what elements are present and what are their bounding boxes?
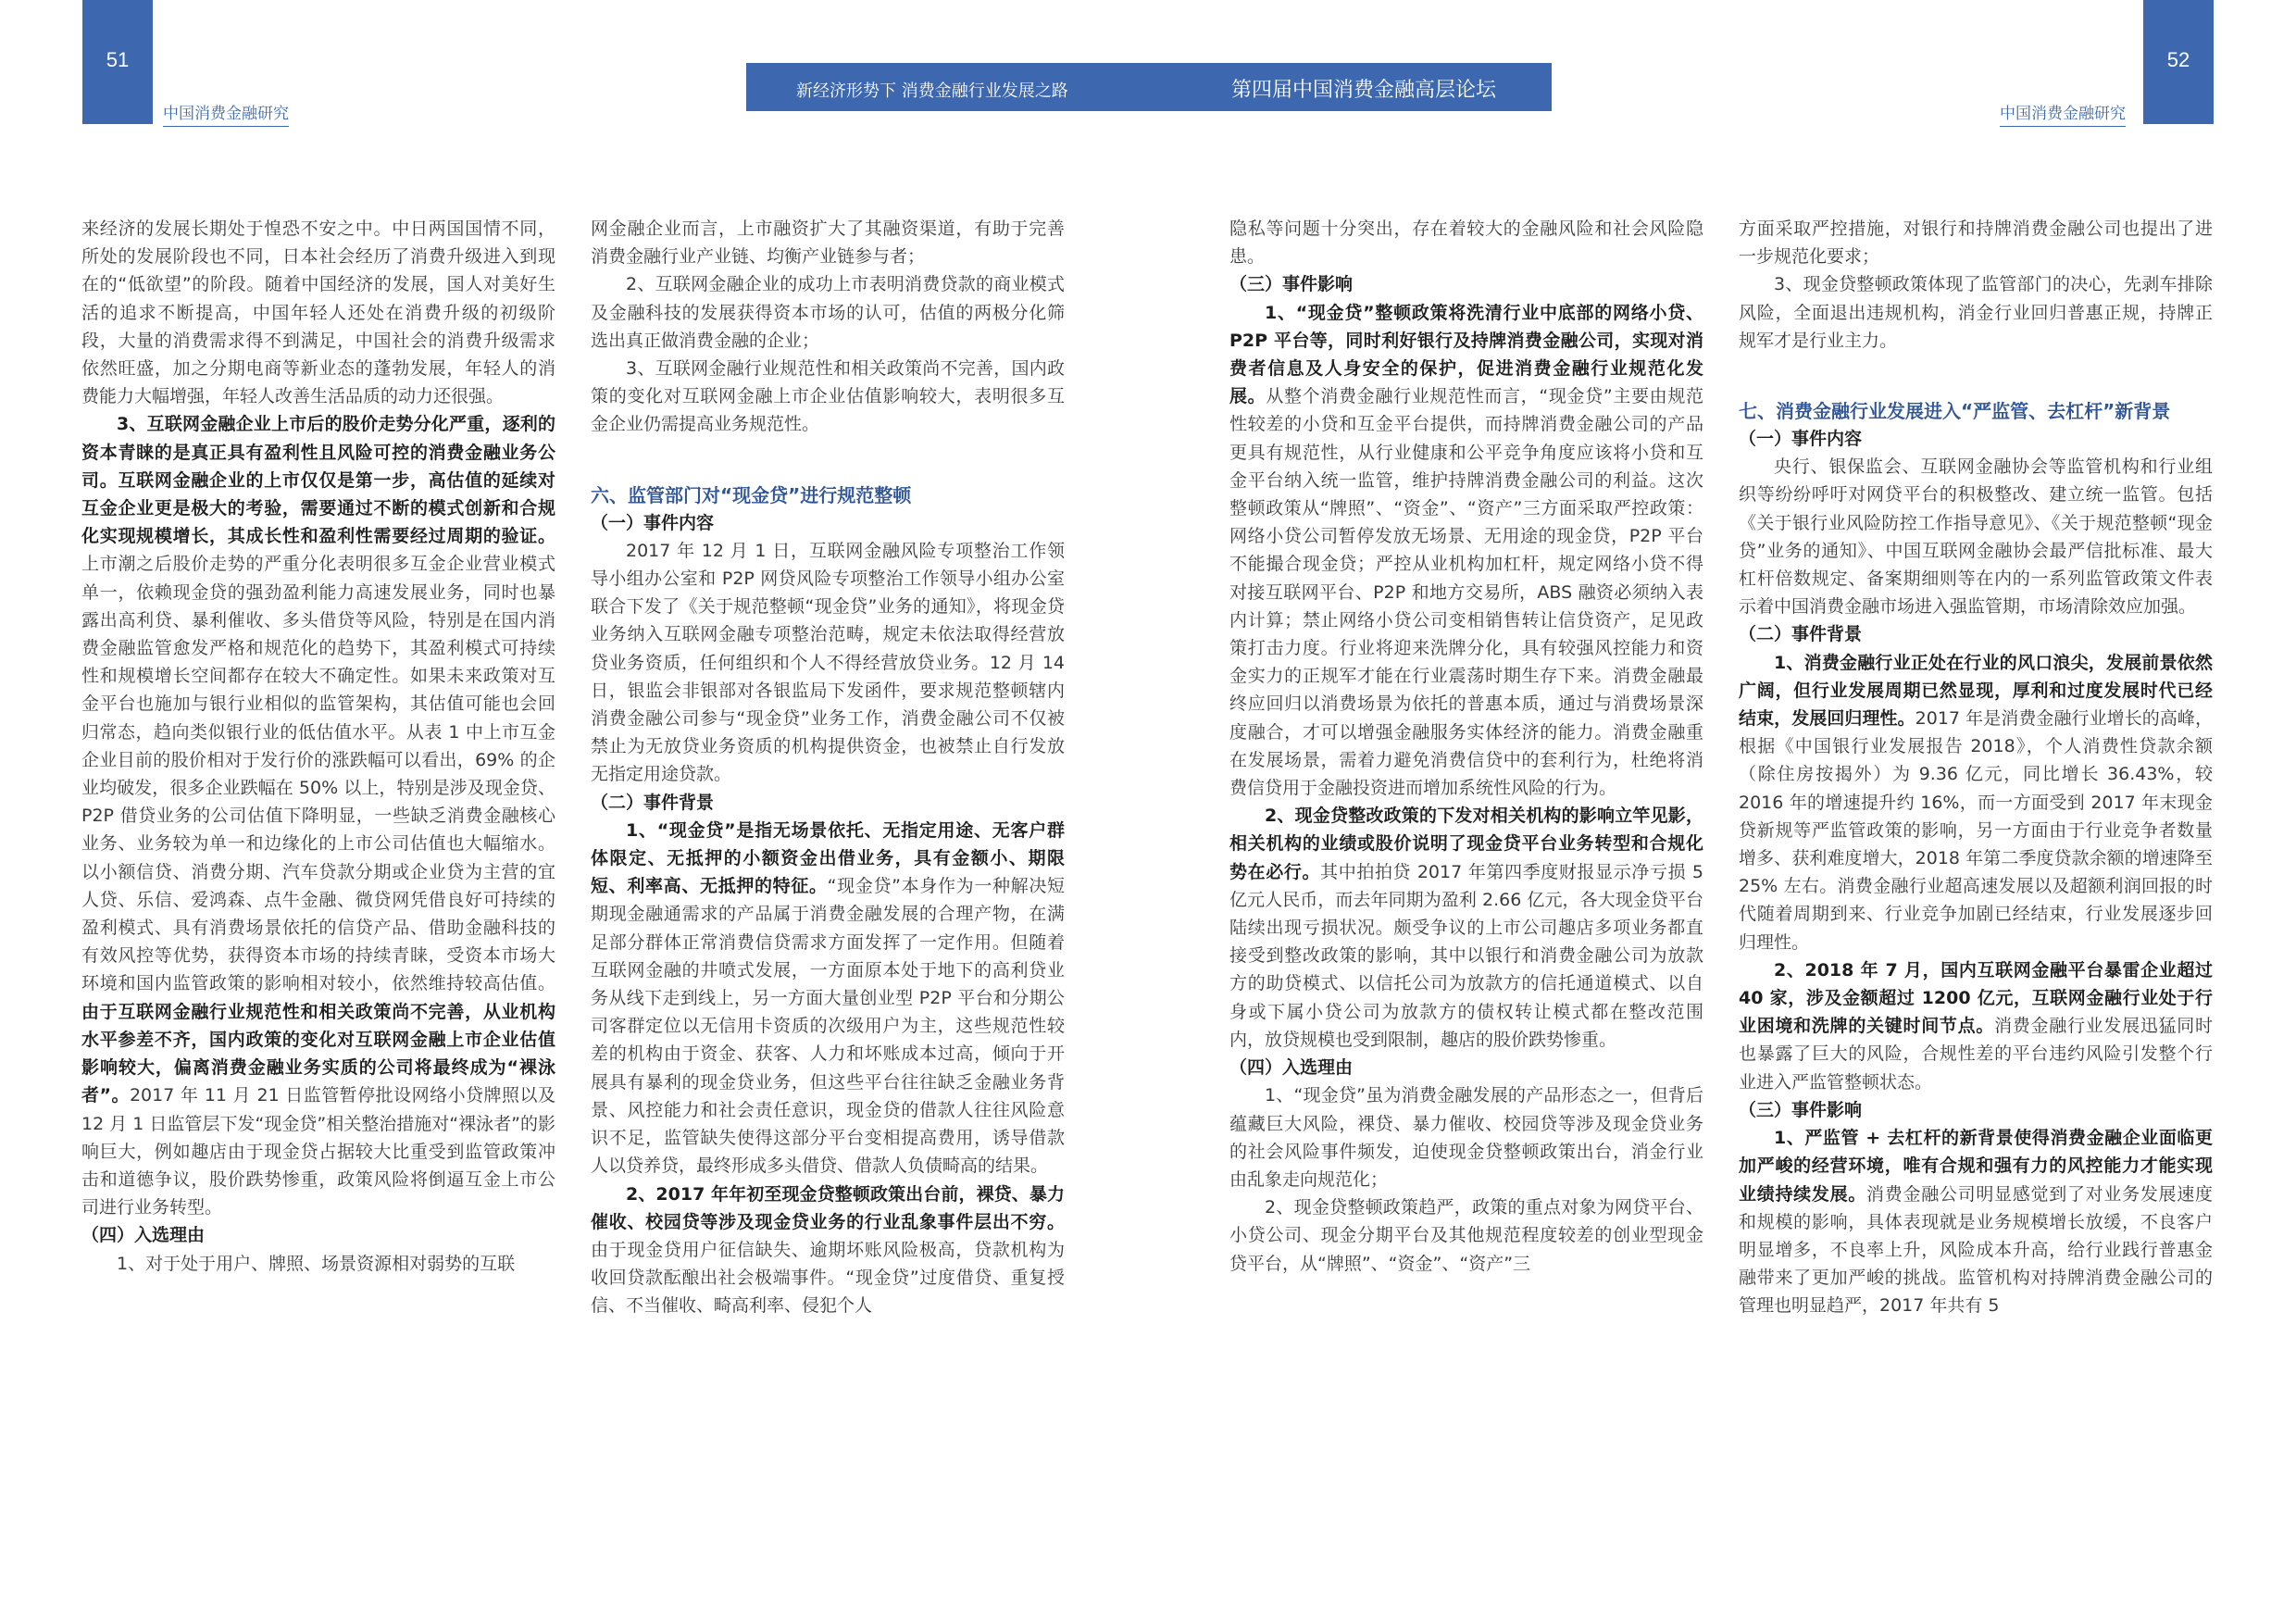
left-page-number-tab: [82, 0, 153, 124]
paragraph: [81, 410, 555, 1221]
banner-subtitle: 新经济形势下 消费金融行业发展之路: [796, 81, 1068, 101]
paragraph: 1、对于处于用户、牌照、场景资源相对弱势的互联: [117, 1253, 516, 1274]
paragraph: 2、现金贷整顿政策趋严，政策的重点对象为网贷平台、小贷公司、现金分期平台及其他规范程度较差的创业型现金贷平台，从“牌照”、“资金”、“资产”三: [1229, 1197, 1703, 1274]
bold-lead: 2、2018 年 7 月，国内互联网金融平台暴雷企业超过 40 家，涉及金额超过 1200 亿元，互联网金融行业处于行业困境和洗牌的关键时间节点。: [1739, 959, 2213, 1037]
right-page-number: 52: [2166, 48, 2190, 71]
subsection-heading: （二）事件背景: [591, 792, 715, 813]
subsection-heading: （二）事件背景: [1739, 624, 1863, 645]
subsection-heading: （三）事件影响: [1739, 1099, 1863, 1120]
bold-lead: 1、“现金贷”整顿政策将洗清行业中底部的网络小贷、P2P 平台等，同时利好银行及持牌消费金融公司，实现对消费者信息及人身安全的保护，促进消费金融行业规范化发展。: [1229, 302, 1703, 407]
paragraph: 隐私等问题十分突出，存在着较大的金融风险和社会风险隐患。: [1229, 219, 1703, 268]
paragraph: 方面采取严控措施，对银行和持牌消费金融公司也提出了进一步规范化要求；: [1739, 219, 2213, 268]
left-page-column-2: [591, 215, 1065, 1320]
paragraph-text: 消费金融公司明显感觉到了对业务发展速度和规模的影响，具体表现就是业务规模增长放缓，不良客户明显增多，不良率上升，风险成本升高，给行业践行普惠金融带来了更加严峻的挑战。监管机构对持牌消费金融公司的管理也明显趋严，2017 年共有 5: [1739, 1183, 2213, 1317]
paragraph: [1229, 299, 1703, 803]
left-page-number: 51: [106, 48, 130, 71]
paragraph: 3、互联网金融行业规范性和相关政策尚不完善，国内政策的变化对互联网金融上市企业估值影响较大，表明很多互金企业仍需提高业务规范性。: [591, 358, 1065, 435]
right-page-number-tab: [2143, 0, 2214, 124]
paragraph-text: 由于现金贷用户征信缺失、逾期坏账风险极高，贷款机构为收回贷款酝酿出社会极端事件。“现金贷”过度借贷、重复授信、不当催收、畸高利率、侵犯个人: [591, 1239, 1065, 1317]
right-page-column-1: [1229, 215, 1703, 1278]
paragraph-text: 从整个消费金融行业规范性而言，“现金贷”主要由规范性较差的小贷和互金平台提供，而持牌消费金融公司的产品更具有规范性，从行业健康和公平竞争角度应该将小贷和互金平台纳入统一监管，维护持牌消费金融公司的利益。这次整顿政策从“牌照”、“资金”、“资产”三方面采取严控政策：网络小贷公司暂停发放无场景、无用途的现金贷，P2P 平台不能撮合现金贷；严控从业机构加杠杆，规定网络小贷不得对接互联网平台、P2P 和地方交易所，ABS 融资必须纳入表内计算；禁止网络小贷公司变相销售转让信贷资产，足见政策打击力度。行业将迎来洗牌分化，具有较强风控能力和资金实力的正规军才能在行业震荡时期生存下来。消费金融最终应回归以消费场景为依托的普惠本质，通过与消费场景深度融合，才可以增强金融服务实体经济的能力。消费金融重在发展场景，需着力避免消费信贷中的套利行为，杜绝将消费信贷用于金融投资进而增加系统性风险的行为。: [1229, 386, 1703, 799]
paragraph: 2017 年 12 月 1 日，互联网金融风险专项整治工作领导小组办公室和 P2P 网贷风险专项整治工作领导小组办公室联合下发了《关于规范整顿“现金贷”业务的通知》，将现金贷业务纳入互联网金融专项整治范畴，规定未依法取得经营放贷业务资质，任何组织和个人不得经营放贷业务。12 月 14 日，银监会非银部对各银监局下发函件，要求规范整顿辖内消费金融公司参与“现金贷”业务工作，消费金融公司不仅被禁止为无放贷业务资质的机构提供资金，也被禁止自行发放无指定用途贷款。: [591, 540, 1065, 785]
subsection-heading: （一）事件内容: [591, 512, 715, 533]
bold-lead: 1、消费金融行业正处在行业的风口浪尖，发展前景依然广阔，但行业发展周期已然显现，厚利和过度发展时代已经结束，发展回归理性。: [1739, 652, 2213, 730]
bold-lead: 3、互联网金融企业上市后的股价走势分化严重，逐利的资本青睐的是真正具有盈利性且风险可控的消费金融业务公司。互联网金融企业的上市仅仅是第一步，高估值的延续对互金企业更是极大的考验，需要通过不断的模式创新和合规化实现规模增长，其成长性和盈利性需要经过周期的验证。: [81, 414, 555, 547]
header-banner: [746, 63, 1552, 111]
subsection-heading: （一）事件内容: [1739, 429, 1863, 450]
section-heading: 六、监管部门对“现金贷”进行规范整顿: [591, 483, 912, 506]
bold-lead: 由于互联网金融行业规范性和相关政策尚不完善，从业机构水平参差不齐，国内政策的变化对互联网金融上市企业估值影响较大，偏离消费金融业务实质的公司将最终成为“裸泳者”。: [81, 1001, 555, 1106]
paragraph: [1739, 649, 2213, 956]
paragraph-text: 消费金融行业发展迅猛同时也暴露了巨大的风险，合规性差的平台违约风险引发整个行业进入严监管整顿状态。: [1739, 1016, 2213, 1093]
bold-lead: 1、严监管 + 去杠杆的新背景使得消费金融企业面临更加严峻的经营环境，唯有合规和强有力的风控能力才能实现业绩持续发展。: [1739, 1128, 2213, 1205]
paragraph: [591, 817, 1065, 1181]
paragraph: [1229, 802, 1703, 1054]
paragraph: 来经济的发展长期处于惶恐不安之中。中日两国国情不同，所处的发展阶段也不同，日本社会经历了消费升级进入到现在的“低欲望”的阶段。随着中国经济的发展，国人对美好生活的追求不断提高，中国年轻人还处在消费升级的初级阶段，大量的消费需求得不到满足，中国社会的消费升级需求依然旺盛，加之分期电商等新业态的蓬勃发展，年轻人的消费能力大幅增强，年轻人改善生活品质的动力还很强。: [81, 219, 555, 407]
right-section-label: 中国消费金融研究: [2000, 100, 2126, 127]
bold-lead: 2、现金贷整改政策的下发对相关机构的影响立竿见影，相关机构的业绩或股价说明了现金贷平台业务转型和合规化势在必行。: [1229, 806, 1703, 882]
banner-title: 第四届中国消费金融高层论坛: [1231, 79, 1497, 102]
paragraph: 央行、银保监会、互联网金融协会等监管机构和行业组织等纷纷呼吁对网贷平台的积极整改、建立统一监管。包括《关于银行业风险防控工作指导意见》、《关于规范整顿“现金贷”业务的通知》、中国互联网金融协会最严信批标准、最大杠杆倍数规定、备案期细则等在内的一系列监管政策文件表示着中国消费金融市场进入强监管期，市场清除效应加强。: [1739, 456, 2213, 618]
bold-lead: 2、2017 年年初至现金贷整顿政策出台前，裸贷、暴力催收、校园贷等涉及现金贷业务的行业乱象事件层出不穷。: [591, 1183, 1065, 1232]
paragraph-text: 2017 年是消费金融行业增长的高峰，根据《中国银行业发展报告 2018》，个人消费性贷款余额（除住房按揭外）为 9.36 亿元，同比增长 36.43%，较 2016 年的增速提升约 16%，而一方面受到 2017 年末现金贷新规等严监管政策的影响，另一方面由于行业竞争者数量增多、获利难度增大，2018 年第二季度贷款余额的增速降至 25% 左右。消费金融行业超高速发展以及超额利润回报的时代随着周期到来、行业竞争加剧已经结束，行业发展逐步回归理性。: [1739, 708, 2213, 953]
subsection-heading: （四）入选理由: [81, 1225, 206, 1246]
paragraph: 网金融企业而言，上市融资扩大了其融资渠道，有助于完善消费金融行业产业链、均衡产业链参与者；: [591, 219, 1065, 268]
section-heading: 七、消费金融行业发展进入“严监管、去杠杆”新背景: [1739, 400, 2171, 423]
paragraph: 2、互联网金融企业的成功上市表明消费贷款的商业模式及金融科技的发展获得资本市场的认可，估值的两极分化筛选出真正做消费金融的企业；: [591, 274, 1065, 351]
left-page-column-1: [81, 215, 555, 1278]
paragraph-text: 2017 年 11 月 21 日监管暂停批设网络小贷牌照以及 12 月 1 日监管层下发“现金贷”相关整治措施对“裸泳者”的影响巨大，例如趣店由于现金贷占据较大比重受到监管政策冲击和道德争议，股价跌势惨重，政策风险将倒逼互金上市公司进行业务转型。: [81, 1085, 555, 1218]
paragraph: 1、“现金贷”虽为消费金融发展的产品形态之一，但背后蕴藏巨大风险，裸贷、暴力催收、校园贷等涉及现金贷业务的社会风险事件频发，迫使现金贷整顿政策出台，消金行业由乱象走向规范化；: [1229, 1085, 1703, 1190]
paragraph: [591, 1181, 1065, 1320]
paragraph-text: 上市潮之后股价走势的严重分化表明很多互金企业营业模式单一，依赖现金贷的强劲盈利能力高速发展业务，同时也暴露出高利贷、暴利催收、多头借贷等风险，特别是在国内消费金融监管愈发严格和规范化的趋势下，其盈利模式可持续性和规模增长空间都存在较大不确定性。如果未来政策对互金平台也施加与银行业相似的监管架构，其估值可能也会回归常态，趋向类似银行业的低估值水平。从表 1 中上市互金企业目前的股价相对于发行价的涨跌幅可以看出，69% 的企业均破发，很多企业跌幅在 50% 以上，特别是涉及现金贷、P2P 借贷业务的公司估值下降明显，一些缺乏消费金融核心业务、业务较为单一和边缘化的上市公司估值也大幅缩水。以小额信贷、消费分期、汽车贷款分期或企业贷为主营的宜人贷、乐信、爱鸿森、点牛金融、微贷网凭借良好可持续的盈利模式、具有消费场景依托的信贷产品、借助金融科技的有效风控等优势，获得资本市场的持续青睐，受资本市场大环境和国内监管政策的影响相对较小，依然维持较高估值。: [81, 554, 555, 994]
paragraph: 3、现金贷整顿政策体现了监管部门的决心，先剥车排除风险，全面退出违规机构，消金行业回归普惠正规，持牌正规军才是行业主力。: [1739, 274, 2213, 351]
paragraph: [1739, 1124, 2213, 1319]
paragraph: [1739, 956, 2213, 1096]
paragraph-text: 其中拍拍贷 2017 年第四季度财报显示净亏损 5 亿元人民币，而去年同期为盈利 2.66 亿元，各大现金贷平台陆续出现亏损状况。颇受争议的上市公司趣店多项业务都直接受到整改政策的影响，其中以银行和消费金融公司为放款方的助贷模式、以信托公司为放款方的信托通道模式、以自身或下属小贷公司为放款方的债权转让模式都在整改范围内，放贷规模也受到限制，趣店的股价跌势惨重。: [1229, 861, 1703, 1050]
subsection-heading: （三）事件影响: [1229, 274, 1354, 295]
subsection-heading: （四）入选理由: [1229, 1057, 1354, 1079]
paragraph-text: “现金贷”本身作为一种解决短期现金融通需求的产品属于消费金融发展的合理产物，在满足部分群体正常消费信贷需求方面发挥了一定作用。但随着互联网金融的井喷式发展，一方面原本处于地下的高利贷业务从线下走到线上，另一方面大量创业型 P2P 平台和分期公司客群定位以无信用卡资质的次级用户为主，这些规范性较差的机构由于资金、获客、人力和坏账成本过高，倾向于开展具有暴利的现金贷业务，但这些平台往往缺乏金融业务背景、风控能力和社会责任意识，现金贷的借款人往往风险意识不足，监管缺失使得这部分平台变相提高费用，诱导借款人以贷养贷，最终形成多头借贷、借款人负债畸高的结果。: [591, 876, 1065, 1177]
left-section-label: 中国消费金融研究: [163, 100, 289, 127]
bold-lead: 1、“现金贷”是指无场景依托、无指定用途、无客户群体限定、无抵押的小额资金出借业务，具有金额小、期限短、利率高、无抵押的特征。: [591, 819, 1065, 897]
right-page-column-2: [1739, 215, 2213, 1320]
